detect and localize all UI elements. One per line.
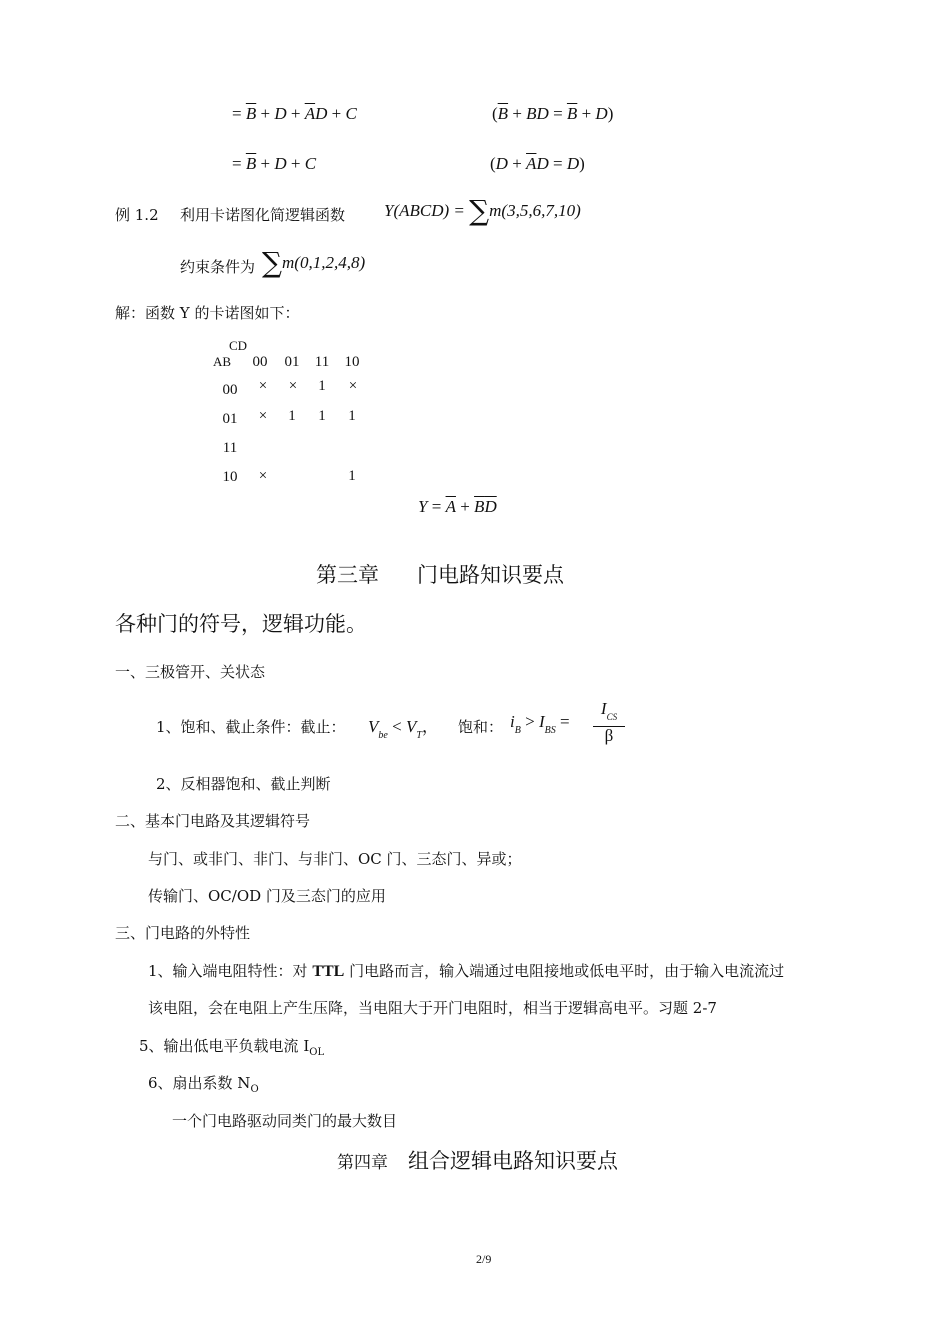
kmap-col-header: 01 xyxy=(284,354,300,370)
section-2-gates: 与门、或非门、非门、与非门、OC 门、三态门、异或； xyxy=(148,850,522,868)
kmap-cell: × xyxy=(258,378,268,394)
kmap-row-header: 00 xyxy=(222,382,238,398)
saturation-label: 饱和： xyxy=(458,718,504,736)
section-3-1-line2: 该电阻，会在电阻上产生压降，当电阻大于开门电阻时，相当于逻辑高电平。习题 2-7 xyxy=(148,999,717,1017)
example-text: 利用卡诺图化简逻辑函数 xyxy=(180,206,346,224)
sigma-symbol: ∑ xyxy=(262,246,282,279)
section-2-applications: 传输门、OC/OD 门及三态门的应用 xyxy=(148,887,386,905)
section-3-5: 5、输出低电平负载电流 $I_{OL}$ xyxy=(139,1037,325,1058)
karnaugh-map xyxy=(214,338,374,498)
section-1-1: 1、饱和、截止条件：截止： xyxy=(156,718,346,736)
section-2-heading: 二、基本门电路及其逻辑符号 xyxy=(115,812,311,830)
page-number: 2/9 xyxy=(476,1252,492,1266)
example-function: Y(ABCD) = ∑m(3,5,6,7,10) xyxy=(384,194,581,227)
kmap-result: $Y = \overline{A} + \overline{B}\overline{D}$ xyxy=(418,497,497,516)
saturation-fraction: $I_{CS}$ β xyxy=(593,700,625,745)
kmap-cell: × xyxy=(348,378,358,394)
kmap-col-header: 10 xyxy=(344,354,360,370)
equation-line-1-left: = $\overline{B} + D + \overline{A}D + C$ xyxy=(232,104,357,123)
kmap-row-header: 10 xyxy=(222,469,238,485)
kmap-row-header: 01 xyxy=(222,411,238,427)
constraint-text: 约束条件为 xyxy=(180,258,256,276)
kmap-cell: × xyxy=(288,378,298,394)
kmap-cell: × xyxy=(258,468,268,484)
kmap-col-header: 11 xyxy=(314,354,330,370)
chapter3-subtitle: 各种门的符号，逻辑功能。 xyxy=(115,612,367,636)
equation-line-2-left: = $\overline{B} + D + C$ xyxy=(232,154,317,173)
kmap-cell: × xyxy=(258,408,268,424)
chapter3-title: 第三章 门电路知识要点 xyxy=(316,563,564,587)
kmap-cell: 1 xyxy=(288,408,296,424)
section-3-heading: 三、门电路的外特性 xyxy=(115,924,251,942)
kmap-cell: 1 xyxy=(318,378,326,394)
chapter4-title: 第四章 组合逻辑电路知识要点 xyxy=(337,1149,618,1173)
kmap-cell: 1 xyxy=(348,468,356,484)
cutoff-condition: $V_{be} < V_T$， xyxy=(368,717,439,741)
equation-line-2-right: $(D + \overline{A}D = D)$ xyxy=(490,154,585,173)
saturation-condition: $i_B > I_{BS}$ = xyxy=(510,712,570,736)
section-1-2: 2、反相器饱和、截止判断 xyxy=(156,775,331,793)
kmap-cell: 1 xyxy=(348,408,356,424)
section-1-heading: 一、三极管开、关状态 xyxy=(115,663,266,681)
equation-line-1-right: ($\overline{B}$ + BD = $\overline{B} + D$) xyxy=(492,104,614,123)
section-3-6-desc: 一个门电路驱动同类门的最大数目 xyxy=(172,1112,398,1130)
sigma-symbol: ∑ xyxy=(469,194,490,227)
section-3-6: 6、扇出系数 $N_O$ xyxy=(148,1074,259,1095)
constraint-function: ∑m(0,1,2,4,8) xyxy=(262,246,366,279)
kmap-corner-ab: AB xyxy=(212,354,232,369)
kmap-col-header: 00 xyxy=(252,354,268,370)
kmap-corner-cd: CD xyxy=(228,338,248,353)
kmap-cell: 1 xyxy=(318,408,326,424)
example-label: 例 1.2 xyxy=(115,206,159,224)
section-3-1-line1: 1、输入端电阻特性：对 TTL 门电路而言，输入端通过电阻接地或低电平时，由于输入电流流过 xyxy=(148,962,785,980)
solution-label: 解：函数 Y 的卡诺图如下： xyxy=(115,304,300,322)
kmap-row-header: 11 xyxy=(222,440,238,456)
